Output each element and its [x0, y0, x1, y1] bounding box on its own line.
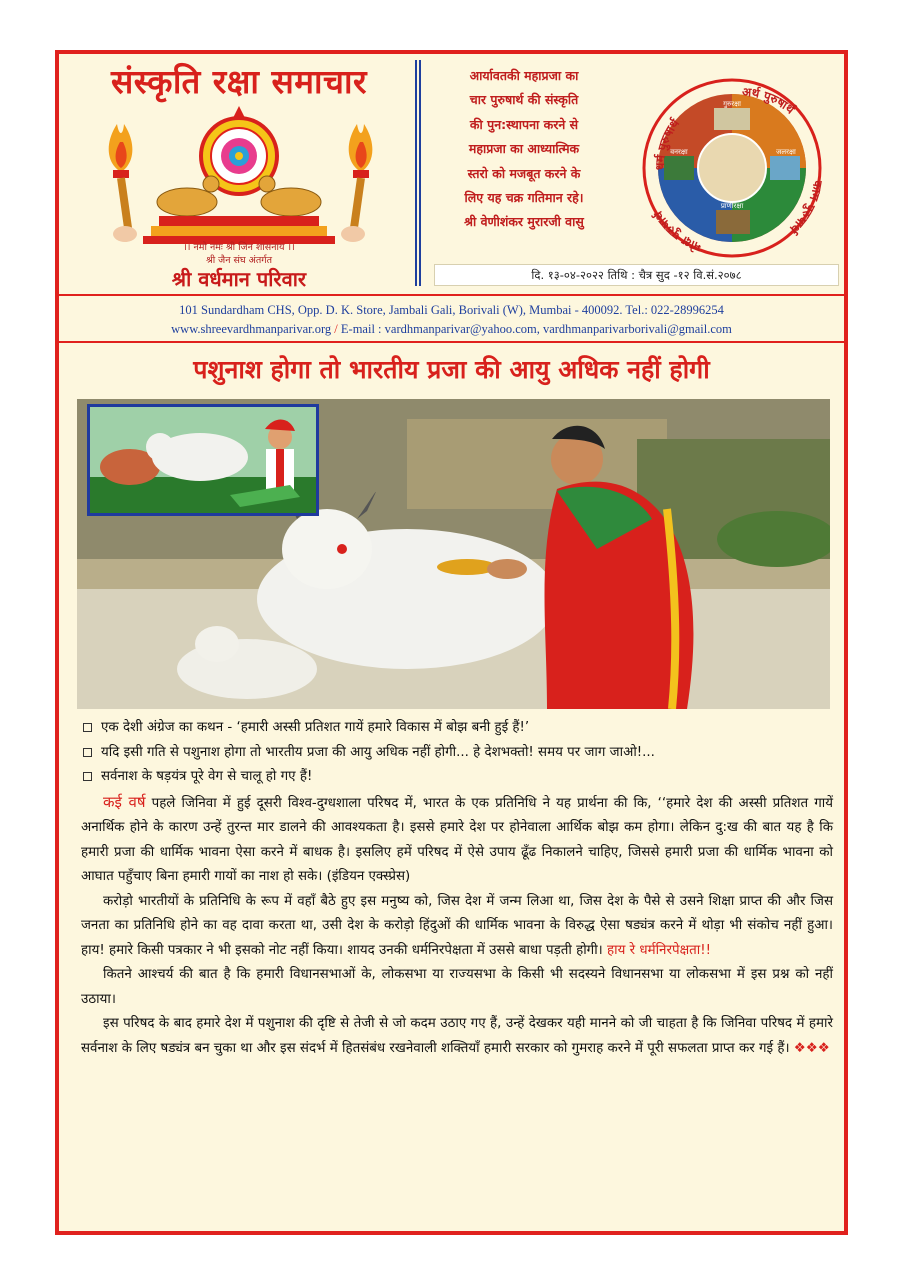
address-line: 101 Sundardham CHS, Opp. D. K. Store, Jambali Gali, Borivali (W), Mumbai - 400092. Tel.: 022-28996254 [179, 303, 724, 317]
paragraph [81, 1012, 833, 1061]
header [59, 54, 844, 294]
wheel-inner-label: प्राणीरक्षा [720, 202, 744, 210]
bullet-item [81, 765, 833, 790]
lead-phrase: कई वर्ष [103, 792, 146, 811]
article-body [81, 716, 833, 1061]
paragraph-text: इस परिषद के बाद हमारे देश में पशुनाश की दृष्टि से तेजी से जो कदम उठाए गए हैं, उन्हें देखकर यही मानने को जी चाहता है कि जिनिवा परिषद में हमारे सर्वनाश के लिए षड्यंत्र बन चुका था और इस संदर्भ में हितसंबंध रखनेवाली शक्तियाँ हमारी सरकार को गुमराह करने में पूरी सफलता प्राप्त कर गई हैं। [81, 1016, 833, 1056]
divider [59, 294, 844, 296]
separator: / [334, 322, 338, 336]
wheel-inner-label: वनरक्षा [670, 148, 688, 156]
paragraph-text: करोड़ो भारतीयों के प्रतिनिधि के रूप में वहाँ बैठे हुए इस मनुष्य को, जिस देश में जन्म लिआ था, जिस देश के पैसे से उसने शिक्षा प्राप्त की और जिस जनता का प्रतिनिधि होने का वह दावा करता था, उसी देश के करोड़ो हिंदुओं की धार्मिक भावना के विरुद्ध ऐसा षड्यंत्र करने में थोड़ा भी संकोच नहीं हुआ। हाय! हमारे किसी पत्रकार ने भी इसको नोट नहीं किया। शायद उनकी धर्मनिरपेक्षता में उससे बाधा पड़ती होगी। [81, 893, 833, 958]
slogan-line: आर्यावतकी महाप्रजा का [469, 68, 579, 83]
bullet-text: यदि इसी गति से पशुनाश होगा तो भारतीय प्रजा की आयु अधिक नहीं होगी... हे देशभक्तो! समय पर जाग जाओ!... [101, 744, 655, 760]
website-link[interactable]: www.shreevardhmanparivar.org [171, 322, 332, 336]
masthead [69, 62, 409, 294]
end-ornament: ❖❖❖ [793, 1040, 830, 1056]
emblem-image [99, 104, 379, 254]
paragraph [81, 890, 833, 964]
paragraph [81, 790, 833, 890]
article-headline: पशुनाश होगा तो भारतीय प्रजा की आयु अधिक नहीं होगी [193, 355, 710, 384]
bullet-item [81, 741, 833, 766]
slogan-line: की पुन:स्थापना करने से [469, 116, 579, 132]
wheel-outer-label: अर्थ पुरुषार्थ [741, 84, 798, 117]
email-text: E-mail : vardhmanparivar@yahoo.com, vardhmanparivarborivali@gmail.com [337, 322, 732, 336]
paragraph: कितने आश्चर्य की बात है कि हमारी विधानसभाओं के, लोकसभा या राज्यसभा के किसी भी सदस्यने विधानसभा या लोकसभा में इस प्रश्न को नहीं उठाया। [81, 967, 833, 1007]
contact-line [59, 320, 844, 338]
slogan-block [429, 64, 619, 235]
emphasis-phrase: हाय रे धर्मनिरपेक्षता!! [607, 942, 712, 958]
sangh-line: श्री जैन संघ अंतर्गत [205, 255, 273, 266]
newsletter-page [55, 50, 848, 1235]
left-torch-icon [109, 124, 137, 242]
issue-date: दि. १३-०४-२०२२ तिथि : चैत्र सुद -१२ वि.सं.२०७८ [434, 264, 839, 286]
wheel-outer-label: काम पुरुषार्थ [787, 179, 826, 237]
header-divider [415, 60, 421, 286]
checkbox-bullet-icon [83, 748, 92, 757]
divider [59, 341, 844, 343]
paragraph-text: पहले जिनिवा में हुई दूसरी विश्व-दुग्धशाला परिषद में, भारत के एक प्रतिनिधि ने यह प्रार्थना की कि, ‘‘हमारे देश की अस्सी प्रतिशत गायें अनार्थिक होने के कारण उन्हें तुरन्त मार डालने की आवश्यकता है। इससे हमारे देश पर होनेवाला आर्थिक बोझ कम होगा। लेकिन दु:ख की बात यह है कि हमारी प्रजा की धार्मिक भावना ऐसा करने में बाधक है। इसलिए हमें परिषद में ऐसे उपाय ढूँढ निकालने चाहिए, जिससे हमारी प्रजा की धार्मिक भावना को आघात पहुँचाए बिना हमारी गायों का नाश हो सके। (इंडियन एक्स्प्रेस) [81, 795, 833, 884]
slogan-line: लिए यह चक्र गतिमान रहे। [464, 190, 584, 206]
wheel-outer-label: धर्म पुरुषार्थ [652, 116, 683, 171]
wheel-outer-label: मोक्ष पुरुषार्थ [651, 208, 704, 255]
bullet-text: सर्वनाश के षड़यंत्र पूरे वेग से चालू हो गए हैं! [101, 769, 313, 784]
slogan-line: महाप्रजा का आध्यात्मिक [468, 141, 580, 157]
slogan-line: चार पुरुषार्थ की संस्कृति [469, 92, 579, 108]
bullet-text: एक देशी अंग्रेज का कथन - ‘हमारी अस्सी प्रतिशत गायें हमारे विकास में बोझ बनी हुई हैं!’ [101, 720, 530, 735]
purushartha-wheel [624, 60, 839, 260]
checkbox-bullet-icon [83, 723, 92, 732]
checkbox-bullet-icon [83, 772, 92, 781]
right-torch-icon [341, 124, 372, 242]
wheel-inner-label: गुरुरक्षा [723, 100, 741, 108]
publication-title: संस्कृति रक्षा समाचार [110, 62, 368, 101]
slogan-line: स्तरो को मजबूत करने के [467, 165, 581, 181]
slogan-author: श्री वेणीशंकर मुरारजी वासु [464, 214, 584, 230]
inset-photo [87, 404, 319, 516]
organization-name: श्री वर्धमान परिवार [171, 267, 307, 291]
namo-line: ।। नमो नमः श्री जिन शासनाय ।। [183, 242, 295, 253]
bullet-item [81, 716, 833, 741]
wheel-inner-label: जलरक्षा [776, 148, 796, 156]
